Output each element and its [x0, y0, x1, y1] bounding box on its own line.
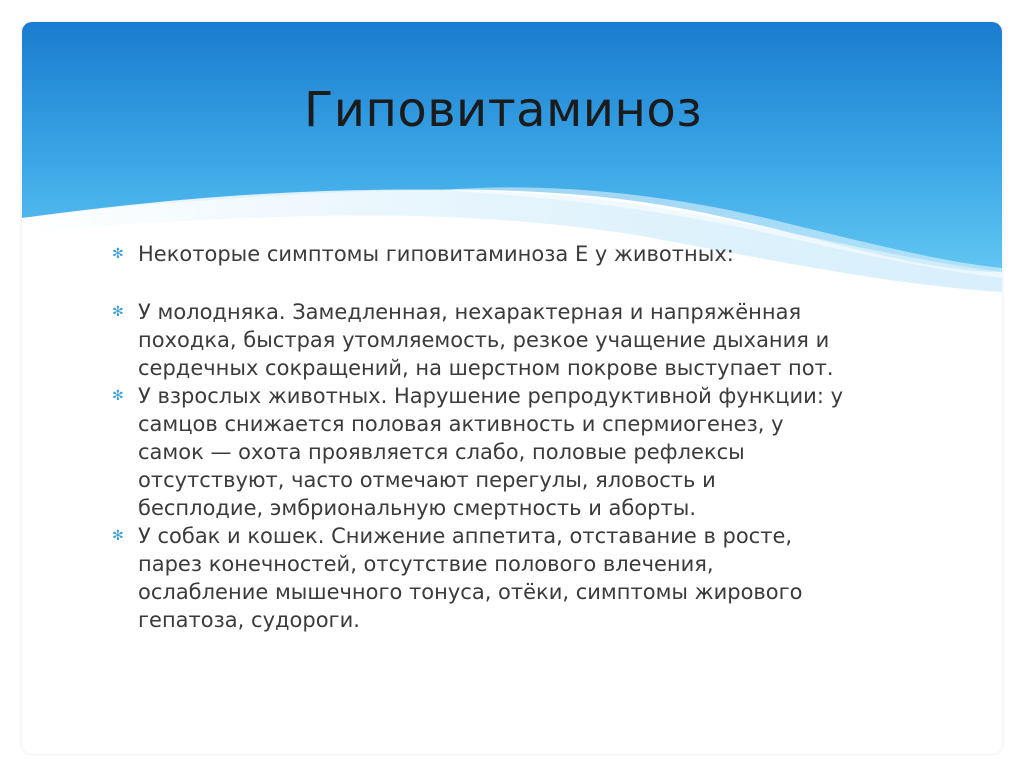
bullet-item — [100, 382, 900, 522]
bullet-text-line: походка, быстрая утомляемость, резкое учащение дыхания и — [138, 328, 830, 352]
bullet-icon: ✻ — [112, 528, 124, 544]
bullet-text-line: сердечных сокращений, на шерстном покрове выступает пот. — [138, 356, 834, 380]
bullet-text-line: бесплодие, эмбриональную смертность и аборты. — [138, 496, 696, 520]
bullet-text-line: самцов снижается половая активность и спермиогенез, у — [138, 412, 784, 436]
bullet-text-line: ослабление мышечного тонуса, отёки, симптомы жирового — [138, 580, 803, 604]
bullet-icon: ✻ — [112, 304, 124, 320]
bullet-icon: ✻ — [112, 388, 124, 404]
bullet-text-line: У молодняка. Замедленная, нехарактерная и напряжённая — [138, 300, 802, 324]
bullet-item — [100, 240, 900, 268]
bullet-item — [100, 522, 900, 634]
bullet-text-line: отсутствуют, часто отмечают перегулы, яловость и — [138, 468, 716, 492]
bullet-text-line: У взрослых животных. Нарушение репродуктивной функции: у — [138, 384, 843, 408]
bullet-item — [100, 298, 900, 382]
bullet-icon: ✻ — [112, 246, 124, 262]
slide-title: Гиповитаминоз — [304, 82, 703, 138]
bullet-list — [100, 240, 900, 634]
slide — [22, 22, 1002, 754]
bullet-text-line: парез конечностей, отсутствие полового влечения, — [138, 552, 714, 576]
bullet-text-line: гепатоза, судороги. — [138, 608, 360, 632]
bullet-text-line: Некоторые симптомы гиповитаминоза Е у животных: — [138, 242, 734, 266]
bullet-text-line: У собак и кошек. Снижение аппетита, отставание в росте, — [138, 524, 793, 548]
bullet-text-line: самок — охота проявляется слабо, половые рефлексы — [138, 440, 745, 464]
